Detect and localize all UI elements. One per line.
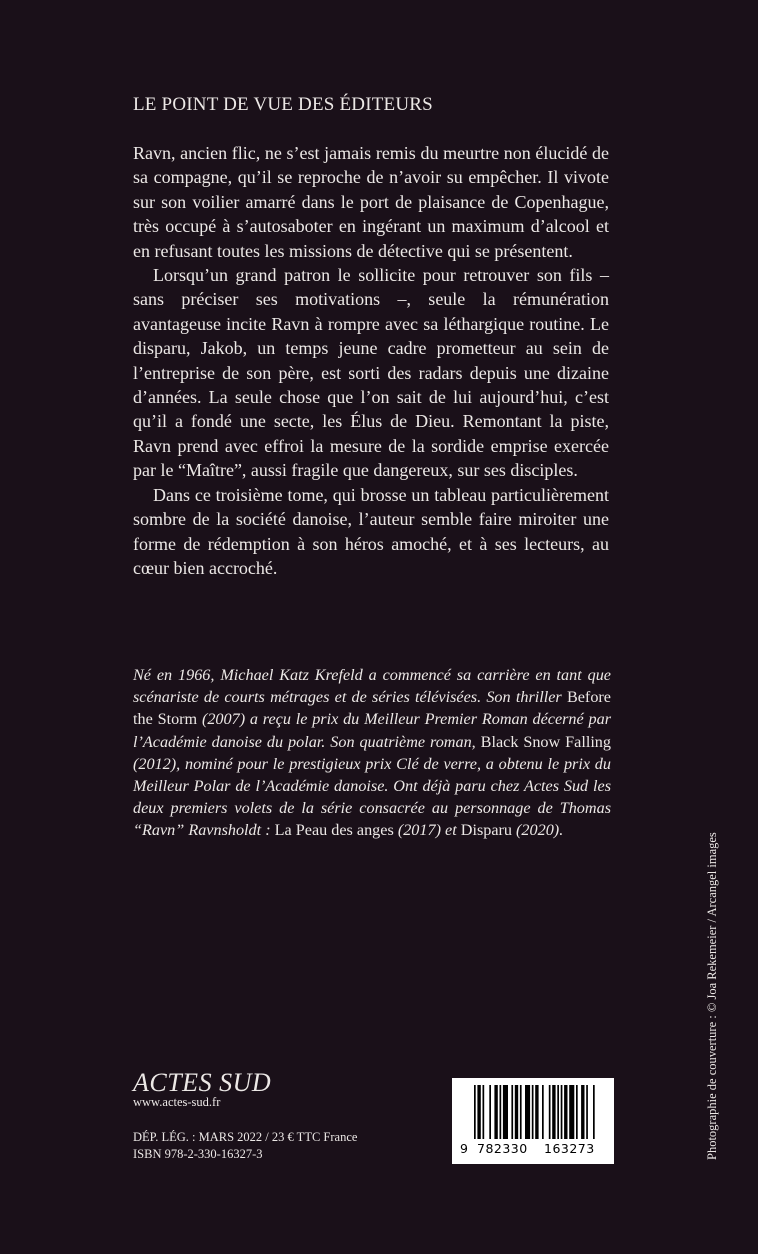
synopsis-paragraph-3: Dans ce troisième tome, qui brosse un tableau particulièrement sombre de la société danoise, l’auteur semble faire miroiter une forme de rédemption à son héros amoché, et à ses lecteurs, au cœur bien accroché. <box>133 484 609 578</box>
publisher-logo: ACTES SUD <box>133 1068 272 1097</box>
barcode-bar <box>532 1085 534 1139</box>
barcode-bar <box>593 1085 595 1139</box>
barcode-bar <box>520 1085 522 1139</box>
bio-title-2: Black Snow Falling <box>480 732 611 751</box>
legal-info <box>133 1129 357 1163</box>
synopsis-paragraph-2: Lorsqu’un grand patron le sollicite pour retrouver son fils – sans préciser ses motivations –, seule la rémunération avantageuse incite Ravn à rompre avec sa léthargique routine. Le disparu, Jakob, un temps jeune cadre prometteur au sein de l’entreprise de son père, est sorti des radars depuis une dizaine d’années. La seule chose que l’on sait de lui aujourd’hui, c’est qu’il a fondé une secte, les Élus de Dieu. Remontant la piste, Ravn prend avec effroi la mesure de la sordide emprise exercée par le “Maître”, aussi fragile que dangereux, sur ses disciples. <box>133 265 609 481</box>
barcode-bar <box>525 1085 530 1139</box>
barcode-bar <box>483 1085 485 1139</box>
bio-title-3: La Peau des anges <box>274 821 394 840</box>
barcode-bar <box>542 1085 544 1139</box>
barcode-bar <box>489 1085 491 1139</box>
barcode-group-right: 163273 <box>544 1141 595 1156</box>
legal-deposit: DÉP. LÉG. : MARS 2022 / 23 € TTC France <box>133 1130 358 1144</box>
barcode-bar <box>552 1085 555 1139</box>
bio-text-5: (2020). <box>512 821 564 840</box>
barcode-bar <box>557 1085 559 1139</box>
barcode-bar <box>569 1085 574 1139</box>
bio-title-1: Before the Storm <box>133 688 611 729</box>
isbn: ISBN 978-2-330-16327-3 <box>133 1147 263 1161</box>
barcode-bar <box>561 1085 563 1139</box>
barcode-bar <box>535 1085 538 1139</box>
barcode-bar <box>564 1085 567 1139</box>
section-heading: LE POINT DE VUE DES ÉDITEURS <box>133 94 433 115</box>
barcode-bar <box>581 1085 584 1139</box>
bio-title-4: Disparu <box>460 821 512 840</box>
barcode <box>452 1078 614 1164</box>
synopsis-paragraph-1: Ravn, ancien flic, ne s’est jamais remis du meurtre non élucidé de sa compagne, qu’il se reproche de n’avoir su empêcher. Il vivote sur son voilier amarré dans le port de plaisance de Copenhague, très occupé à s’autosaboter en ingérant un maximum d’alcool et en refusant toutes les missions de détective qui se présentent. <box>133 143 609 261</box>
barcode-bar <box>474 1085 476 1139</box>
barcode-bar <box>477 1085 480 1139</box>
barcode-bar <box>586 1085 588 1139</box>
barcode-bar <box>500 1085 502 1139</box>
barcode-bar <box>511 1085 513 1139</box>
bio-text-1: Né en 1966, Michael Katz Krefeld a commencé sa carrière en tant que scénariste de courts métrages et de séries télévisées. Son thriller <box>133 666 611 707</box>
bio-text-4: (2017) et <box>393 821 461 840</box>
barcode-bar <box>576 1085 578 1139</box>
barcode-bar <box>549 1085 551 1139</box>
publisher-website: www.actes-sud.fr <box>133 1095 221 1109</box>
synopsis <box>133 141 609 580</box>
bio-text-2: (2007) a reçu le prix du Meilleur Premier Roman décerné par l’Académie danoise du polar. Son quatrième roman, <box>133 710 611 751</box>
photo-credit: Photographie de couverture : © Joa Rekemeier / Arcangel images <box>705 832 719 1160</box>
barcode-group-left: 782330 <box>477 1141 528 1156</box>
barcode-bar <box>515 1085 518 1139</box>
barcode-digit-first: 9 <box>460 1141 469 1156</box>
author-bio <box>133 664 611 842</box>
barcode-bar <box>494 1085 497 1139</box>
bio-text-3: (2012), nominé pour le prestigieux prix Clé de verre, a obtenu le prix du Meilleur Polar de l’Académie danoise. Ont déjà paru chez Actes Sud les deux premiers volets de la série consacrée au personnage de Thomas “Ravn” Ravnsholdt : <box>133 754 611 840</box>
barcode-bar <box>503 1085 508 1139</box>
